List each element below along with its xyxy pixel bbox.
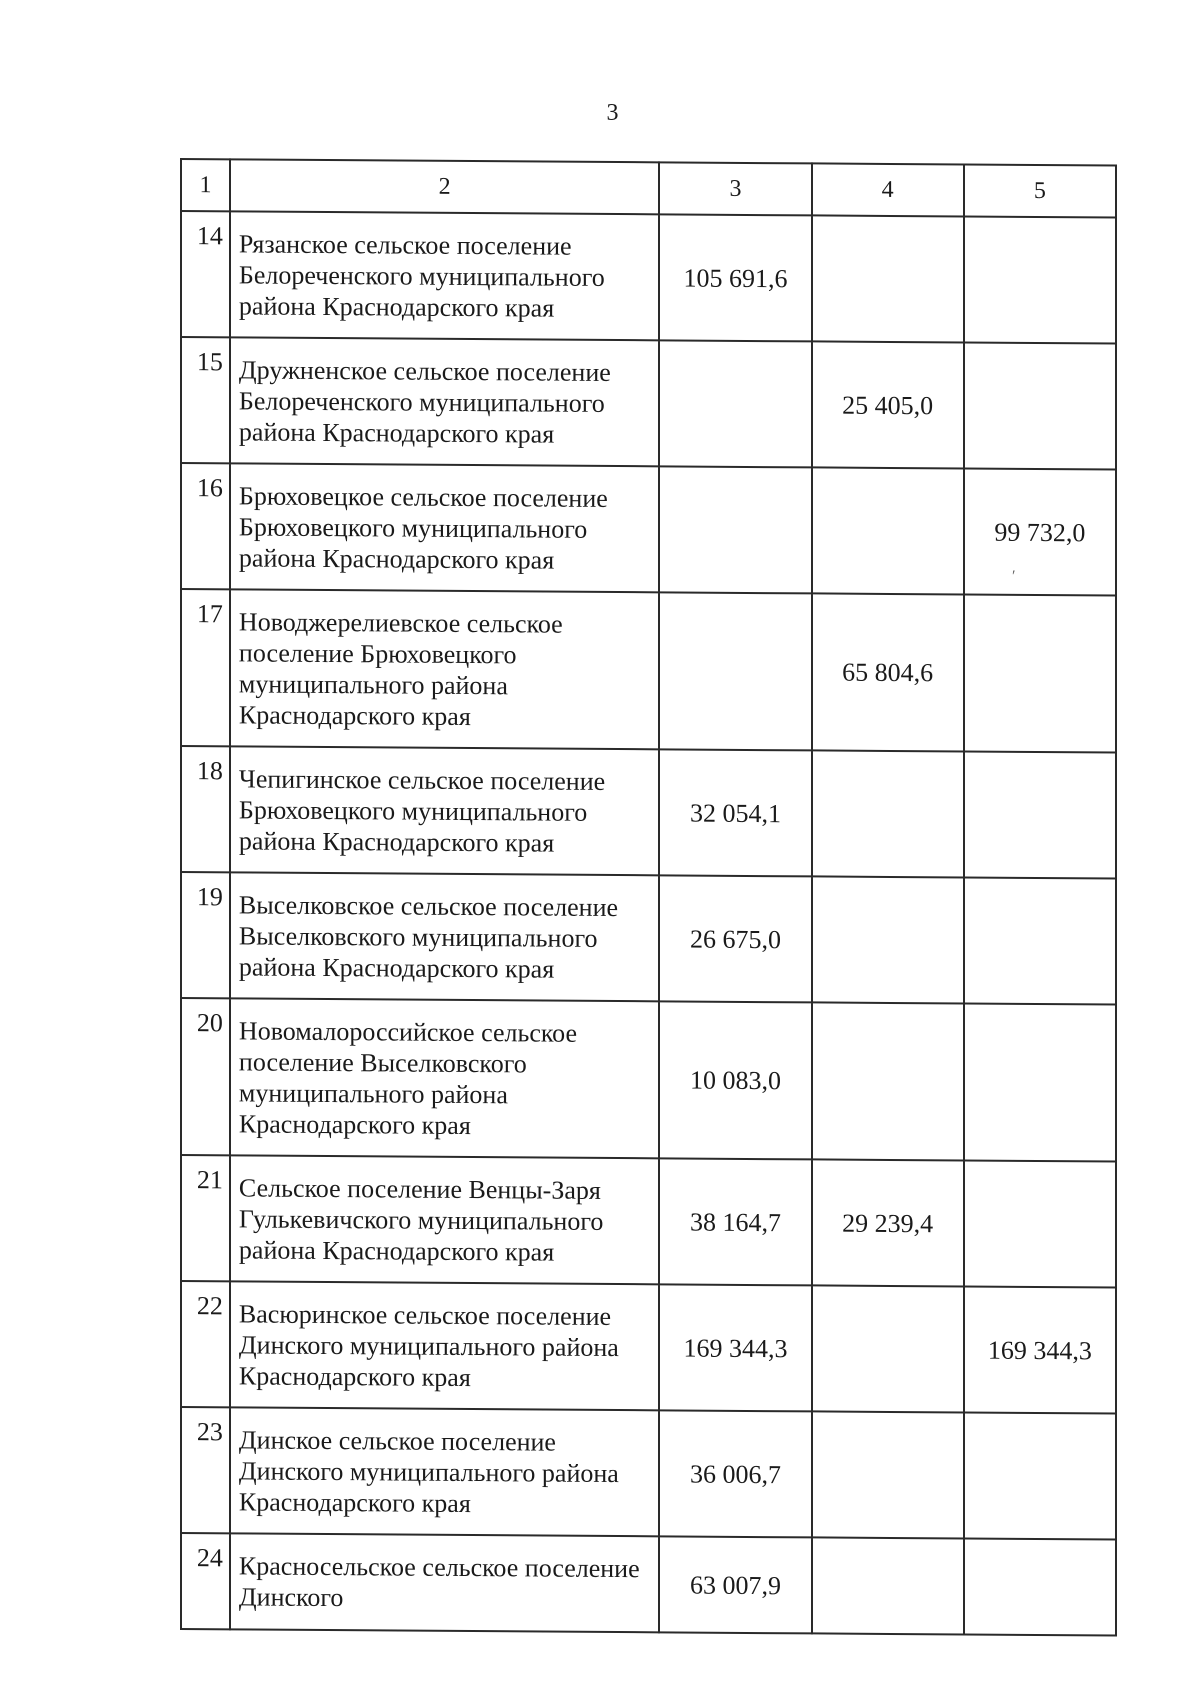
table-row xyxy=(181,1533,1116,1636)
settlement-name: Рязанское сельское поселение Белореченского муниципального района Краснодарского края xyxy=(230,211,659,340)
table-row xyxy=(181,589,1116,753)
table-row xyxy=(181,1407,1116,1540)
value-col-3: 63 007,9 xyxy=(659,1536,811,1633)
value-col-5 xyxy=(964,1160,1116,1287)
settlement-name: Новоджерелиевское сельское поселение Брюховецкого муниципального района Краснодарского края xyxy=(230,589,659,749)
value-col-5 xyxy=(964,1538,1116,1635)
row-number: 14 xyxy=(181,211,230,337)
value-col-3: 36 006,7 xyxy=(659,1410,811,1537)
value-col-4 xyxy=(812,1002,964,1160)
row-number: 19 xyxy=(181,872,230,998)
settlement-name: Васюринское сельское поселение Динского муниципального района Краснодарского края xyxy=(230,1281,659,1410)
value-col-4 xyxy=(812,467,964,594)
row-number: 22 xyxy=(181,1281,230,1407)
header-cell-4: 4 xyxy=(812,163,964,216)
value-col-4: 25 405,0 xyxy=(812,341,964,468)
settlement-name: Выселковское сельское поселение Выселковского муниципального района Краснодарского края xyxy=(230,872,659,1001)
scan-speck: ′ xyxy=(1012,568,1016,585)
value-col-4 xyxy=(812,215,964,342)
value-col-5 xyxy=(964,877,1116,1004)
settlement-name: Дружненское сельское поселение Белореченского муниципального района Краснодарского края xyxy=(230,337,659,466)
table-row xyxy=(181,463,1116,596)
table-row xyxy=(181,746,1116,879)
settlement-name: Новомалороссийское сельское поселение Выселковского муниципального района Краснодарского края xyxy=(230,998,659,1158)
value-col-3: 10 083,0 xyxy=(659,1001,811,1159)
value-col-5: 99 732,0 xyxy=(964,468,1116,595)
value-col-4 xyxy=(812,750,964,877)
settlement-name: Чепигинское сельское поселение Брюховецкого муниципального района Краснодарского края xyxy=(230,746,659,875)
table-row xyxy=(181,872,1116,1005)
value-col-5 xyxy=(964,1003,1116,1161)
value-col-3 xyxy=(659,340,811,467)
value-col-4: 65 804,6 xyxy=(812,593,964,751)
row-number: 21 xyxy=(181,1155,230,1281)
table-row xyxy=(181,998,1116,1162)
settlement-name: Красносельское сельское поселение Динского xyxy=(230,1533,659,1632)
value-col-3 xyxy=(659,466,811,593)
value-col-4 xyxy=(812,876,964,1003)
row-number: 15 xyxy=(181,337,230,463)
table-row xyxy=(181,1155,1116,1288)
settlements-table xyxy=(180,158,1117,1637)
value-col-5 xyxy=(964,594,1116,752)
settlement-name: Брюховецкое сельское поселение Брюховецкого муниципального района Краснодарского края xyxy=(230,463,659,592)
header-cell-3: 3 xyxy=(659,162,811,215)
header-cell-1: 1 xyxy=(181,159,230,211)
table-row xyxy=(181,337,1116,470)
row-number: 18 xyxy=(181,746,230,872)
row-number: 17 xyxy=(181,589,230,746)
settlement-name: Динское сельское поселение Динского муниципального района Краснодарского края xyxy=(230,1407,659,1536)
value-col-3: 38 164,7 xyxy=(659,1158,811,1285)
value-col-4 xyxy=(812,1411,964,1538)
value-col-3: 169 344,3 xyxy=(659,1284,811,1411)
page-number: 3 xyxy=(606,100,619,126)
value-col-5 xyxy=(964,216,1116,343)
settlement-name: Сельское поселение Венцы-Заря Гулькевичского муниципального района Краснодарского края xyxy=(230,1155,659,1284)
row-number: 24 xyxy=(181,1533,230,1629)
table-header-row xyxy=(181,159,1116,218)
value-col-5 xyxy=(964,1412,1116,1539)
header-cell-2: 2 xyxy=(230,159,659,214)
value-col-4 xyxy=(812,1537,964,1634)
value-col-3 xyxy=(659,592,811,750)
value-col-5: 169 344,3 xyxy=(964,1286,1116,1413)
header-cell-5: 5 xyxy=(964,164,1116,217)
row-number: 16 xyxy=(181,463,230,589)
value-col-4: 29 239,4 xyxy=(812,1159,964,1286)
row-number: 23 xyxy=(181,1407,230,1533)
value-col-3: 26 675,0 xyxy=(659,875,811,1002)
value-col-3: 105 691,6 xyxy=(659,214,811,341)
table-row xyxy=(181,1281,1116,1414)
value-col-5 xyxy=(964,751,1116,878)
value-col-5 xyxy=(964,342,1116,469)
table-row xyxy=(181,211,1116,344)
row-number: 20 xyxy=(181,998,230,1155)
value-col-4 xyxy=(812,1285,964,1412)
value-col-3: 32 054,1 xyxy=(659,749,811,876)
